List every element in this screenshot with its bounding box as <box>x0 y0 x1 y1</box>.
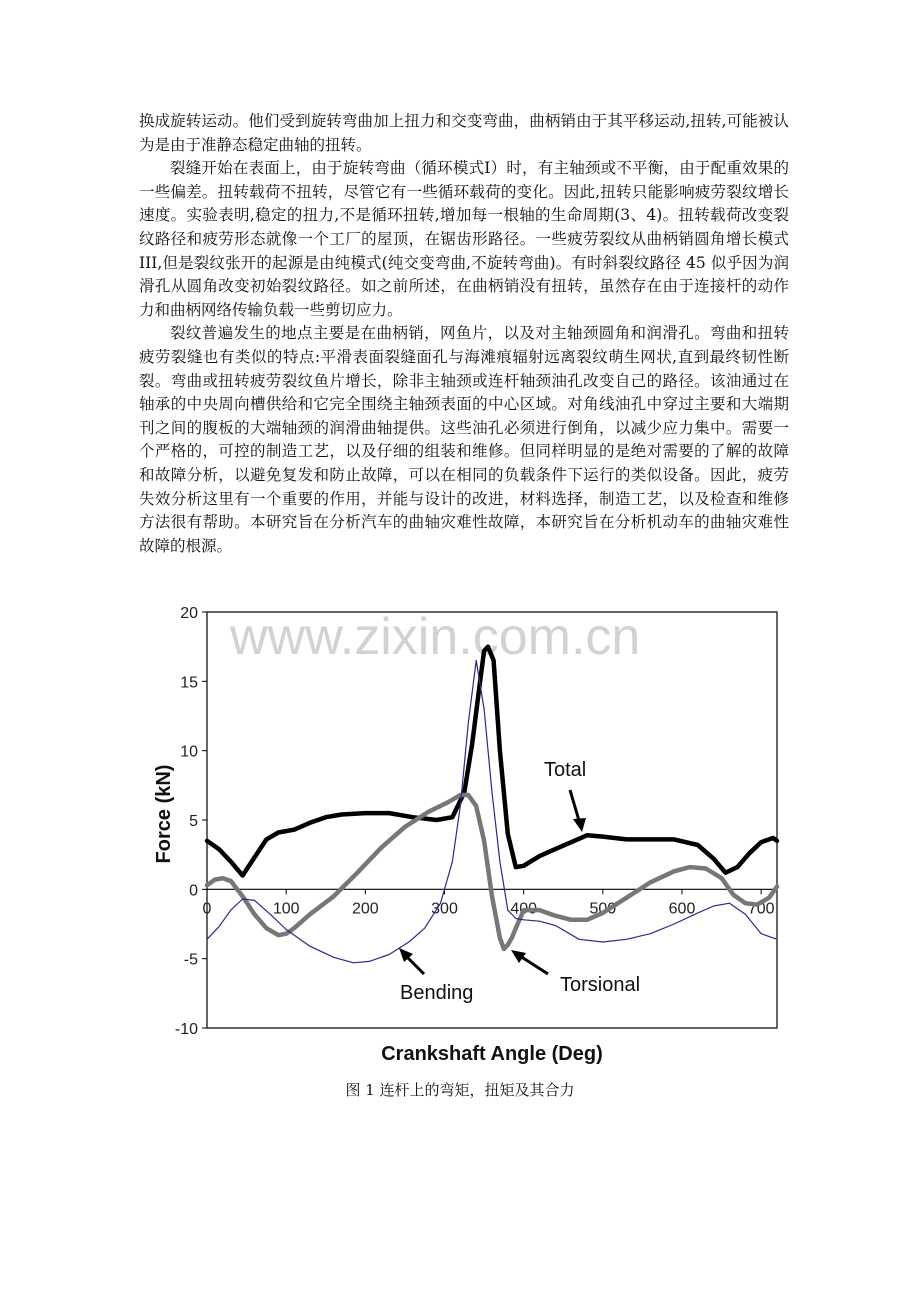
paragraph: 裂纹普遍发生的地点主要是在曲柄销，网鱼片，以及对主轴颈圆角和润滑孔。弯曲和扭转疲劳裂缝也有类似的特点:平滑表面裂缝面孔与海滩痕辐射远离裂纹萌生网状,直到最终韧性断裂。弯曲或扭转疲劳裂纹鱼片增长，除非主轴颈或连杆轴颈油孔改变自己的路径。该油通过在轴承的中央周向槽供给和它完全围绕主轴颈表面的中心区域。对角线油孔中穿过主要和大端期刊之间的腹板的大端轴颈的润滑曲轴提供。这些油孔必须进行倒角，以减少应力集中。需要一个严格的，可控的制造工艺，以及仔细的组装和维修。但同样明显的是绝对需要的了解的故障和故障分析，以避免复发和防止故障，可以在相同的负载条件下运行的类似设备。因此，疲劳失效分析这里有一个重要的作用，并能与设计的改进，材料选择，制造工艺，以及检查和维修方法很有帮助。本研究旨在分析汽车的曲轴灾难性故障，本研究旨在分析机动车的曲轴灾难性故障的根源。 <box>139 324 789 555</box>
annotation-arrow-bending <box>406 956 424 974</box>
annotation-arrowhead-torsional <box>511 950 526 963</box>
y-tick-label: 20 <box>180 605 198 622</box>
x-tick-label: 200 <box>351 900 379 918</box>
y-tick-label: -5 <box>183 951 198 969</box>
annotation-total: Total <box>544 759 587 781</box>
x-tick-label: 600 <box>668 900 696 918</box>
annotation-arrow-torsional <box>520 956 548 974</box>
force-chart-figure <box>130 590 790 1080</box>
series-line-total <box>207 647 777 876</box>
x-tick-label: 500 <box>589 900 617 918</box>
y-tick-label: -10 <box>174 1021 198 1038</box>
annotation-bending: Bending <box>400 982 474 1004</box>
body-text <box>139 110 789 558</box>
y-tick-label: 10 <box>180 743 198 761</box>
watermark: www.zixin.com.cn <box>230 608 641 666</box>
plot-frame <box>207 612 777 1028</box>
annotation-torsional: Torsional <box>560 974 641 996</box>
x-tick-label: 400 <box>510 900 538 918</box>
paragraph: 换成旋转运动。他们受到旋转弯曲加上扭力和交变弯曲，曲柄销由于其平移运动,扭转,可能被认为是由于准静态稳定曲轴的扭转。 <box>139 112 789 154</box>
annotation-arrowhead-total <box>573 818 586 832</box>
x-tick-label: 0 <box>202 900 212 918</box>
series-line-torsional <box>207 795 777 949</box>
x-tick-label: 300 <box>431 900 458 918</box>
x-tick-label: 100 <box>272 900 300 918</box>
force-chart <box>130 590 790 1080</box>
y-axis-label: Force (kN) <box>153 764 175 864</box>
paragraph: 裂缝开始在表面上，由于旋转弯曲（循环模式Ⅰ）时，有主轴颈或不平衡，由于配重效果的一些偏差。扭转载荷不扭转，尽管它有一些循环载荷的变化。因此,扭转只能影响疲劳裂纹增长速度。实验表明,稳定的扭力,不是循环扭转,增加每一根轴的生命周期(3、4)。扭转载荷改变裂纹路径和疲劳形态就像一个工厂的屋顶，在锯齿形路径。一些疲劳裂纹从曲柄销圆角增长模式III,但是裂纹张开的起源是由纯模式(纯交变弯曲,不旋转弯曲)。有时斜裂纹路径 45 似乎因为润滑孔从圆角改变初始裂纹路径。如之前所述，在曲柄销没有扭转，虽然存在由于连接杆的动作力和曲柄网络传输负载一些剪切应力。 <box>139 159 789 319</box>
x-axis-label: Crankshaft Angle (Deg) <box>381 1043 603 1065</box>
y-tick-label: 5 <box>189 813 198 830</box>
series-line-bending <box>207 661 777 963</box>
figure-caption: 图 1 连杆上的弯矩，扭矩及其合力 <box>345 1081 575 1099</box>
x-tick-label: 700 <box>747 900 775 918</box>
y-tick-label: 15 <box>180 674 198 692</box>
y-tick-label: 0 <box>189 882 198 900</box>
